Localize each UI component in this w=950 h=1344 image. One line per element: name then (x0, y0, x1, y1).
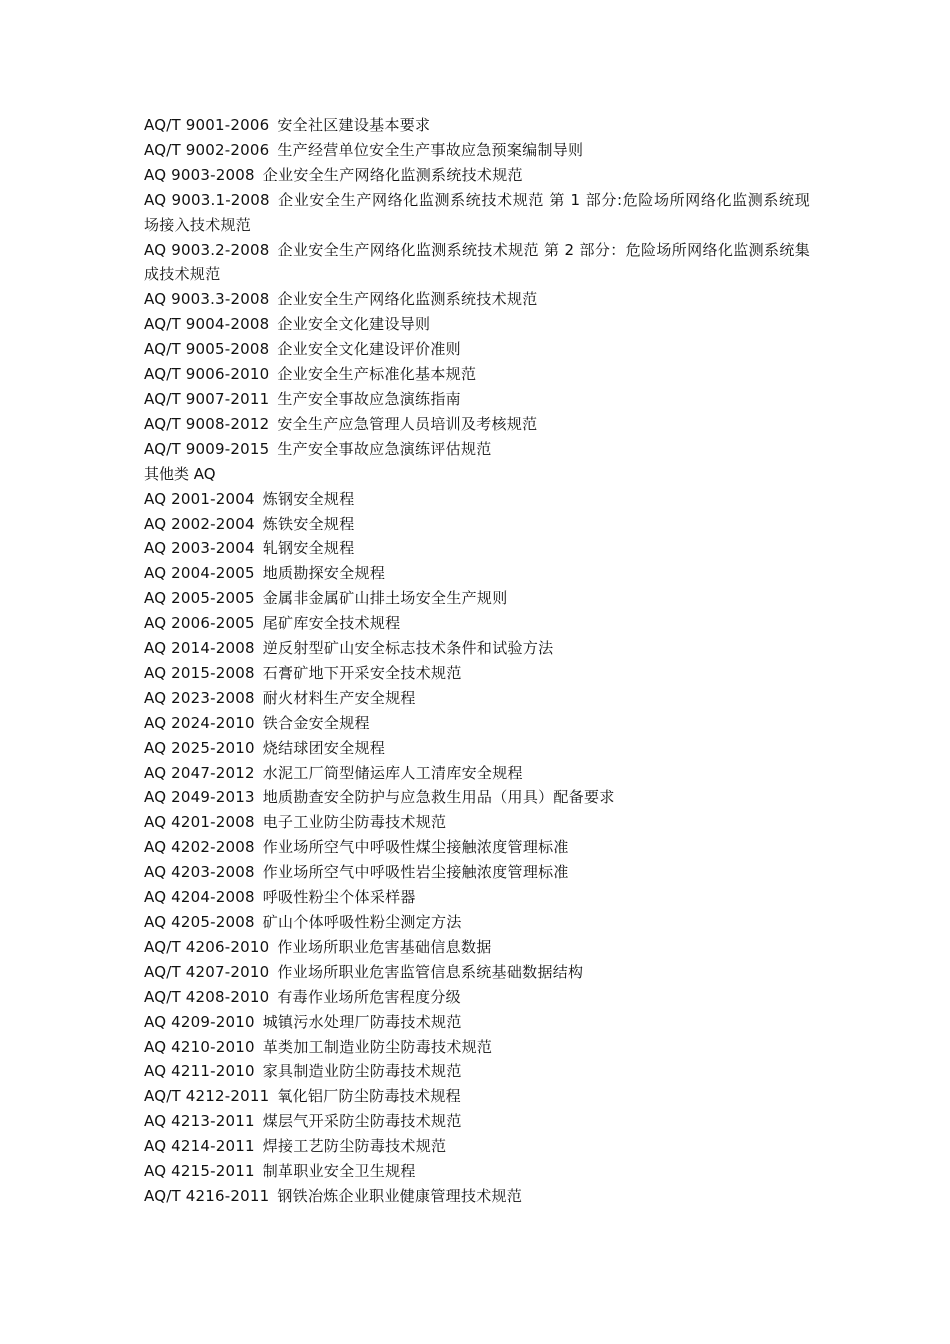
standard-title: 作业场所职业危害基础信息数据 (277, 937, 492, 956)
standard-code: AQ 2002-2004 (144, 514, 255, 533)
standard-code: AQ 4215-2011 (144, 1162, 255, 1181)
list-item (144, 1010, 810, 1035)
standard-title: 家具制造业防尘防毒技术规范 (262, 1062, 462, 1081)
list-item (144, 960, 810, 985)
standard-code: AQ/T 9008-2012 (144, 414, 270, 433)
list-item (144, 686, 810, 711)
list-item (144, 885, 810, 910)
standard-code: AQ 4205-2008 (144, 913, 255, 931)
list-item (144, 1134, 810, 1159)
list-item (144, 1159, 810, 1184)
standard-code: AQ/T 4212-2011 (144, 1087, 270, 1106)
standard-title: 呼吸性粉尘个体采样器 (262, 888, 416, 907)
standard-code: AQ 2049-2013 (144, 788, 255, 807)
list-item (144, 337, 810, 362)
standard-code: AQ/T 9001-2006 (144, 116, 270, 134)
section-heading-text: 其他类 AQ (144, 464, 216, 483)
standard-code: AQ/T 9005-2008 (144, 340, 270, 359)
standard-title: 钢铁冶炼企业职业健康管理技术规范 (277, 1186, 523, 1205)
standard-title: 炼铁安全规程 (262, 514, 355, 533)
standard-title: 氧化铝厂防尘防毒技术规程 (277, 1087, 461, 1106)
standard-title: 作业场所空气中呼吸性岩尘接触浓度管理标准 (262, 863, 569, 882)
standard-code: AQ/T 4216-2011 (144, 1186, 270, 1205)
list-item (144, 586, 810, 611)
list-item (144, 387, 810, 412)
standard-title: 企业安全生产网络化监测系统技术规范 第 2 部分：危险场所网络化监测系统集成技术规范 (144, 240, 810, 284)
standard-title: 企业安全生产网络化监测系统技术规范 (277, 290, 538, 309)
list-item (144, 835, 810, 860)
list-item (144, 1035, 810, 1060)
standard-title: 地质勘查安全防护与应急救生用品（用具）配备要求 (262, 788, 615, 807)
standard-code: AQ 4204-2008 (144, 888, 255, 907)
standard-code: AQ/T 9006-2010 (144, 365, 270, 384)
standard-code: AQ 9003.2-2008 (144, 240, 270, 259)
standard-code: AQ/T 4208-2010 (144, 987, 270, 1006)
standard-title: 企业安全生产标准化基本规范 (277, 365, 477, 384)
list-item (144, 487, 810, 512)
standard-code: AQ 4213-2011 (144, 1112, 255, 1131)
list-item (144, 860, 810, 885)
list-item (144, 761, 810, 786)
standard-title: 煤层气开采防尘防毒技术规范 (262, 1112, 462, 1131)
list-item (144, 711, 810, 736)
list-item (144, 1184, 810, 1209)
standard-code: AQ/T 4206-2010 (144, 937, 270, 956)
standard-code: AQ 2023-2008 (144, 688, 255, 707)
standard-code: AQ 9003.3-2008 (144, 290, 270, 309)
list-item (144, 1109, 810, 1134)
standard-code: AQ/T 4207-2010 (144, 962, 270, 981)
standard-title: 企业安全生产网络化监测系统技术规范 (262, 165, 523, 184)
list-item (144, 736, 810, 761)
standard-code: AQ 2001-2004 (144, 489, 255, 508)
standard-code: AQ 4214-2011 (144, 1137, 255, 1156)
standard-title: 铁合金安全规程 (262, 713, 370, 732)
standard-title: 企业安全生产网络化监测系统技术规范 第 1 部分:危险场所网络化监测系统现场接入技术规范 (144, 190, 810, 234)
standard-title: 革类加工制造业防尘防毒技术规范 (262, 1037, 493, 1056)
standard-code: AQ/T 9009-2015 (144, 439, 270, 458)
list-item (144, 810, 810, 835)
standard-code: AQ 2047-2012 (144, 763, 255, 782)
list-item (144, 113, 810, 138)
standard-title: 生产经营单位安全生产事故应急预案编制导则 (277, 140, 584, 159)
standard-title: 作业场所空气中呼吸性煤尘接触浓度管理标准 (262, 838, 569, 857)
standard-code: AQ 2015-2008 (144, 663, 255, 682)
list-item (144, 985, 810, 1010)
list-item (144, 561, 810, 586)
list-item (144, 1209, 810, 1234)
standard-title: 焊接工艺防尘防毒技术规范 (262, 1137, 447, 1156)
list-item (144, 362, 810, 387)
standard-code: AQ 9003-2008 (144, 165, 255, 184)
section-heading (144, 462, 810, 487)
list-item (144, 1059, 810, 1084)
list-item (144, 412, 810, 437)
standard-code: AQ 2005-2005 (144, 589, 255, 608)
list-item (144, 611, 810, 636)
standard-code: AQ 4210-2010 (144, 1037, 255, 1056)
standard-title: 企业安全文化建设评价准则 (277, 340, 461, 359)
list-item (144, 910, 810, 935)
standard-code: AQ 2003-2004 (144, 539, 255, 558)
standard-title: 作业场所职业危害监管信息系统基础数据结构 (277, 962, 584, 981)
list-item (144, 1084, 810, 1109)
standard-code: AQ 4211-2010 (144, 1062, 255, 1081)
standard-title: 尾矿库安全技术规程 (262, 614, 401, 633)
standard-title: 矿山个体呼吸性粉尘测定方法 (262, 913, 462, 931)
standard-title: 电子工业防尘防毒技术规范 (262, 813, 447, 832)
standard-title: 生产安全事故应急演练指南 (277, 389, 461, 408)
standard-code: AQ 4209-2010 (144, 1012, 255, 1031)
list-item (144, 188, 810, 238)
standard-code: AQ 4203-2008 (144, 863, 255, 882)
list-item (144, 935, 810, 960)
standard-code: AQ/T 9002-2006 (144, 140, 270, 159)
standard-title: 安全生产应急管理人员培训及考核规范 (277, 414, 538, 433)
list-item (144, 512, 810, 537)
standard-code: AQ 2014-2008 (144, 639, 255, 658)
standard-title: 生产安全事故应急演练评估规范 (277, 439, 492, 458)
list-item (144, 287, 810, 312)
standard-code: AQ 4202-2008 (144, 838, 255, 857)
standard-code: AQ 2004-2005 (144, 564, 255, 583)
standards-list (144, 113, 810, 1234)
standard-title: 耐火材料生产安全规程 (262, 688, 416, 707)
standard-title: 金属非金属矿山排土场安全生产规则 (262, 589, 508, 608)
list-item (144, 785, 810, 810)
standard-title: 石膏矿地下开采安全技术规范 (262, 663, 462, 682)
standard-title: 企业安全文化建设导则 (277, 315, 431, 334)
list-item (144, 312, 810, 337)
standard-code: AQ/T 9007-2011 (144, 389, 270, 408)
standard-title: 烧结球团安全规程 (262, 738, 386, 757)
standard-title: 制革职业安全卫生规程 (262, 1162, 416, 1181)
standard-title: 城镇污水处理厂防毒技术规范 (262, 1012, 462, 1031)
standard-title: 安全社区建设基本要求 (277, 116, 431, 134)
standard-code: AQ 2025-2010 (144, 738, 255, 757)
list-item (144, 636, 810, 661)
list-item (144, 163, 810, 188)
list-item (144, 138, 810, 163)
standard-code: AQ 2024-2010 (144, 713, 255, 732)
standard-code: AQ/T 9004-2008 (144, 315, 270, 334)
list-item (144, 238, 810, 288)
standard-title: 水泥工厂筒型储运库人工清库安全规程 (262, 763, 523, 782)
standard-code: AQ 9003.1-2008 (144, 190, 270, 209)
standard-title: 炼钢安全规程 (262, 489, 355, 508)
list-item (144, 437, 810, 462)
standard-title: 轧钢安全规程 (262, 539, 355, 558)
standard-code: AQ 2006-2005 (144, 614, 255, 633)
list-item (144, 661, 810, 686)
standard-code: AQ 4201-2008 (144, 813, 255, 832)
standard-title: 地质勘探安全规程 (262, 564, 386, 583)
list-item (144, 536, 810, 561)
standard-title: 有毒作业场所危害程度分级 (277, 987, 461, 1006)
standard-title: 逆反射型矿山安全标志技术条件和试验方法 (262, 639, 554, 658)
